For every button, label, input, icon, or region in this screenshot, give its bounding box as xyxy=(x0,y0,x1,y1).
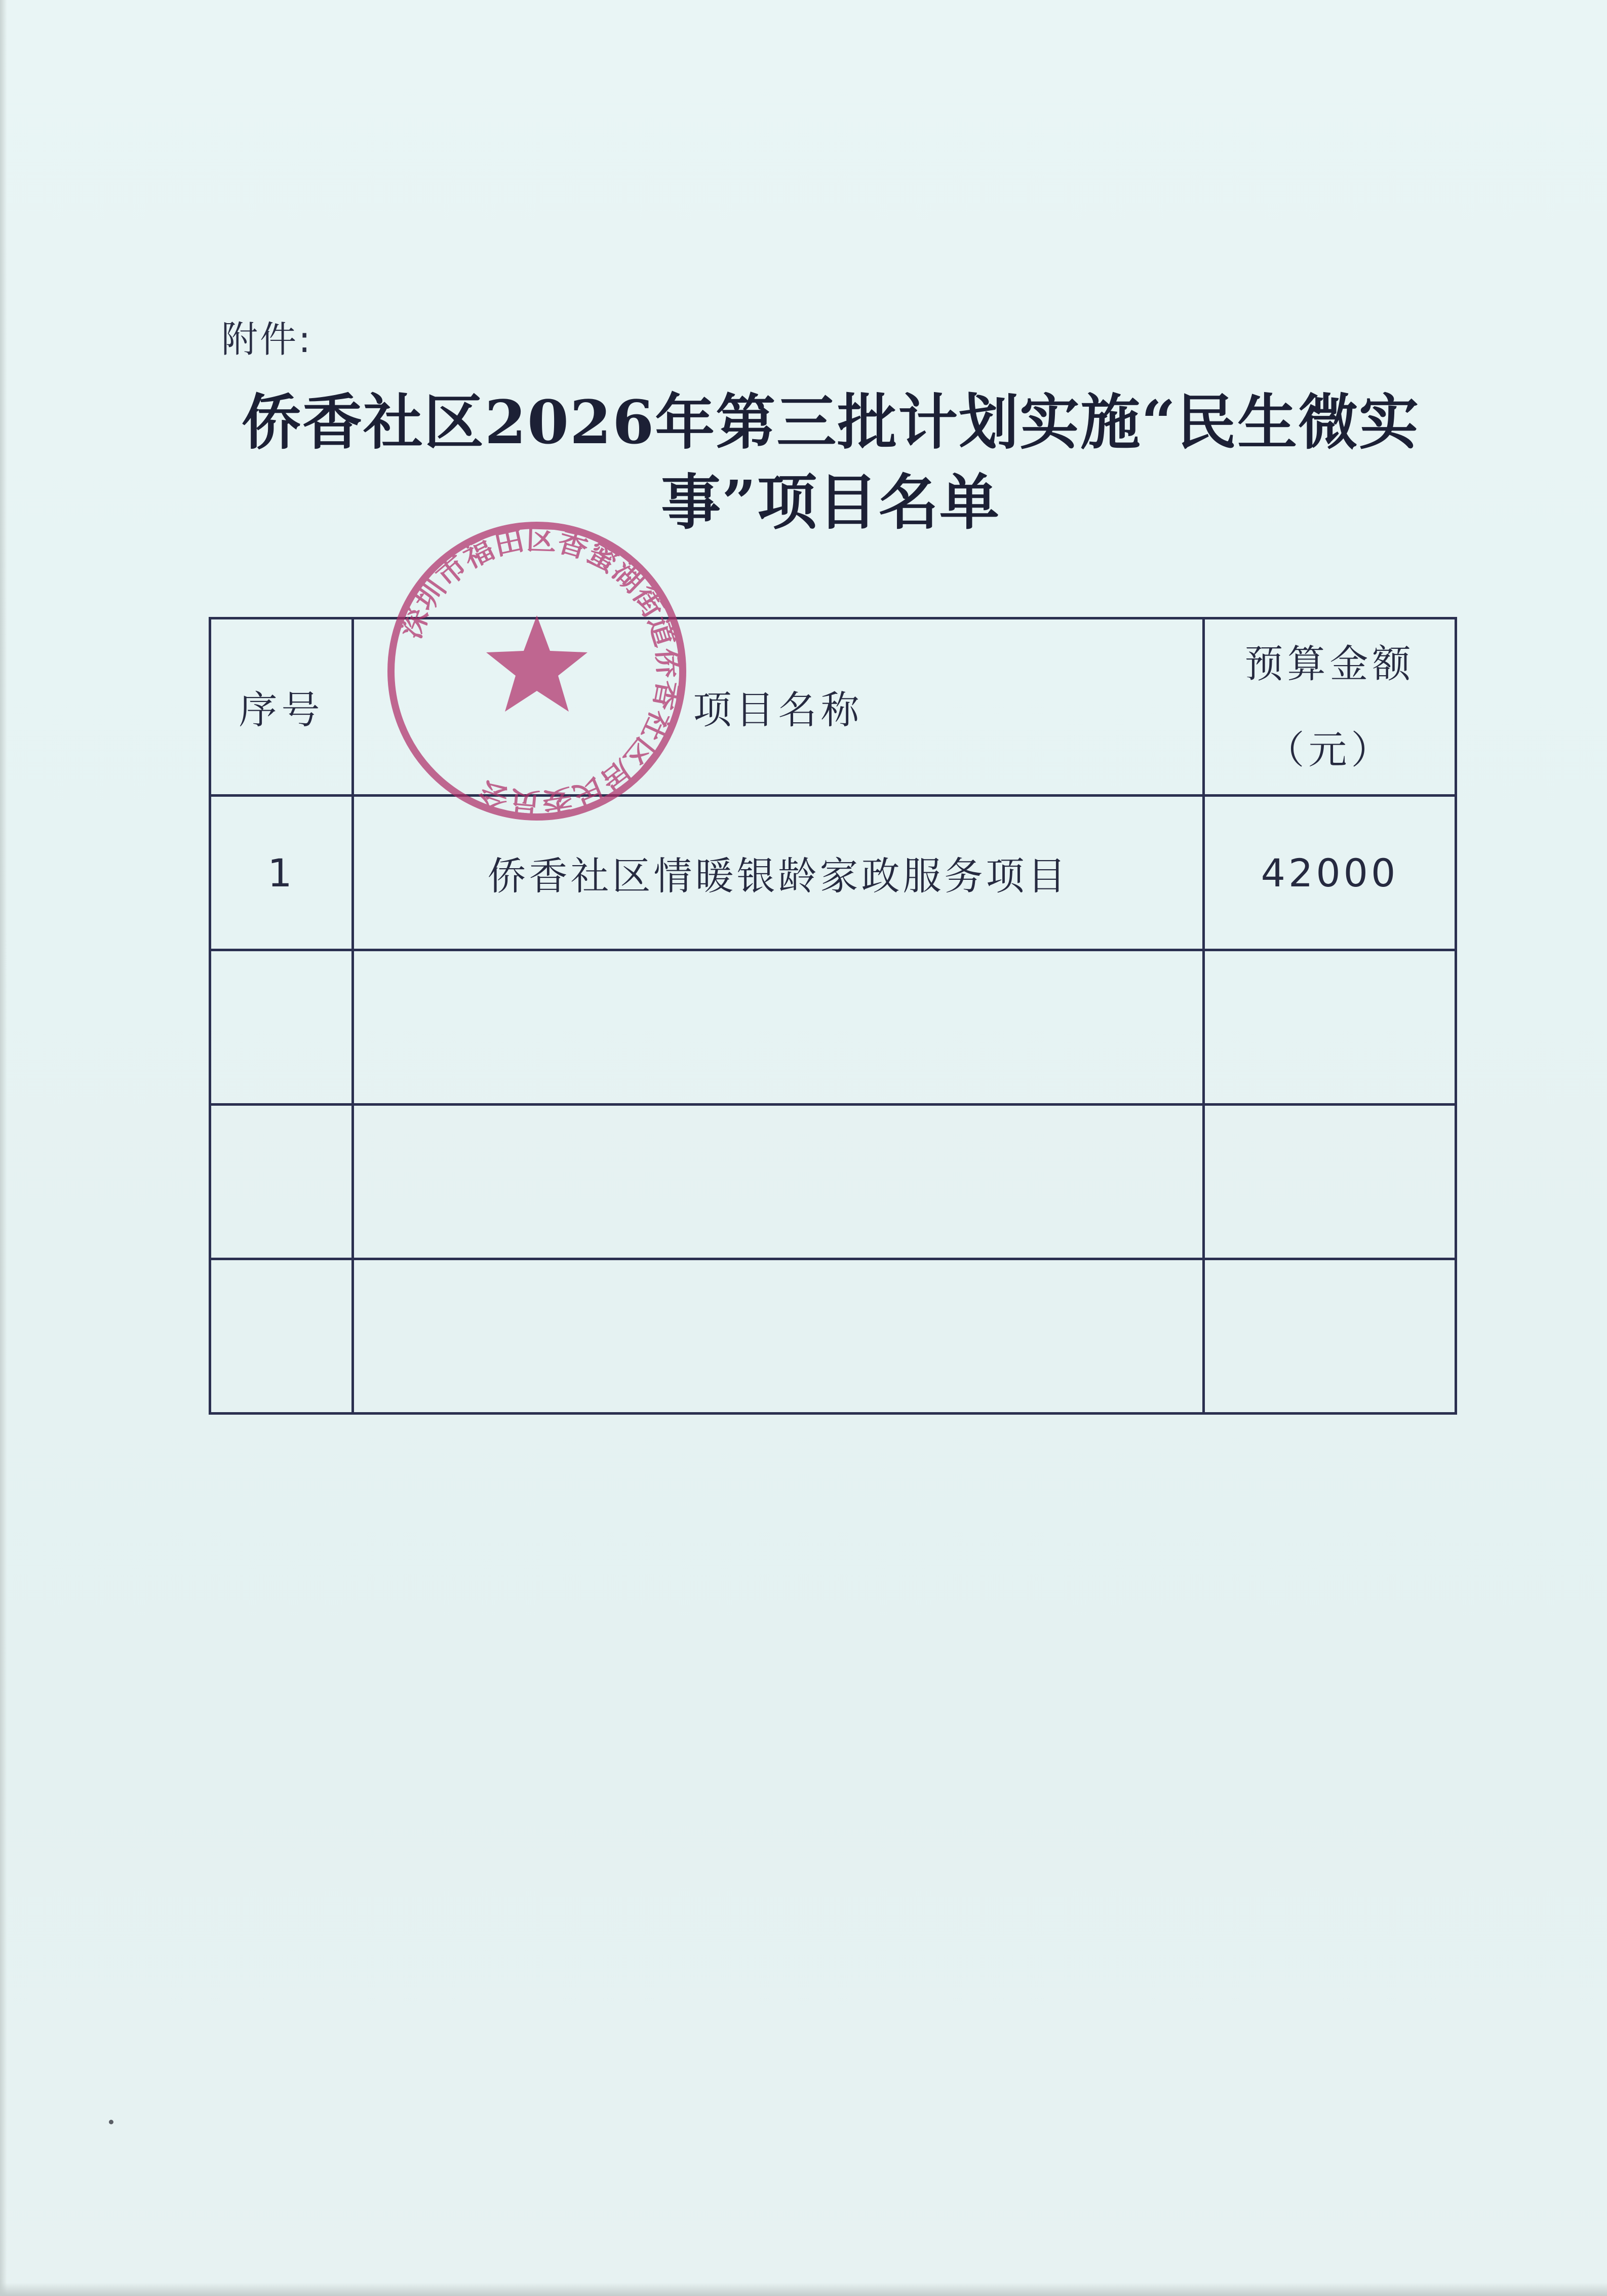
row-project-name xyxy=(353,1105,1204,1259)
document-title xyxy=(213,382,1448,542)
row-seq xyxy=(210,1105,353,1259)
row-seq: 1 xyxy=(210,796,353,950)
row-amount xyxy=(1204,950,1456,1105)
row-amount: 42000 xyxy=(1204,796,1456,950)
table-row xyxy=(210,1259,1456,1414)
scan-speck xyxy=(109,2120,113,2124)
header-amount-unit: （元） xyxy=(1266,727,1394,772)
page-shadow-bottom xyxy=(0,2283,1607,2296)
row-project-name xyxy=(353,1259,1204,1414)
row-amount xyxy=(1204,1105,1456,1259)
row-seq xyxy=(210,1259,353,1414)
table-row xyxy=(210,1105,1456,1259)
header-seq: 序号 xyxy=(210,618,353,796)
header-amount xyxy=(1204,618,1456,796)
row-project-name xyxy=(353,950,1204,1105)
header-name: 项目名称 xyxy=(353,618,1204,796)
table-header-row xyxy=(210,618,1456,796)
seal-text: 深圳市福田区香蜜湖街道侨香社区居民委员会 xyxy=(394,523,686,820)
row-amount xyxy=(1204,1259,1456,1414)
project-list-table xyxy=(209,617,1457,1415)
row-project-name: 侨香社区情暖银龄家政服务项目 xyxy=(353,796,1204,950)
attachment-label: 附件: xyxy=(221,318,313,361)
table-row xyxy=(210,796,1456,950)
document-title-line-2: 事”项目名单 xyxy=(661,467,1000,537)
header-amount-label: 预算金额 xyxy=(1244,641,1415,686)
document-title-line-1: 侨香社区2026年第三批计划实施“民生微实 xyxy=(241,387,1420,457)
page-shadow-left xyxy=(0,0,7,2296)
table-row xyxy=(210,950,1456,1105)
row-seq xyxy=(210,950,353,1105)
